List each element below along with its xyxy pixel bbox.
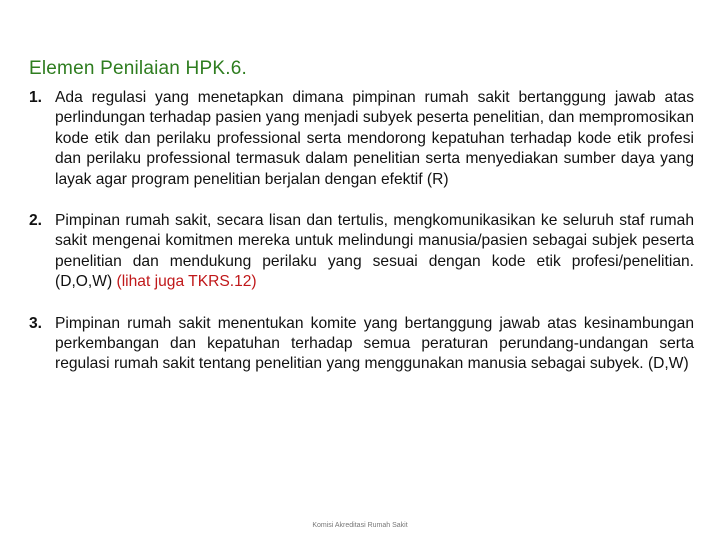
- item-text: Ada regulasi yang menetapkan dimana pimpinan rumah sakit bertanggung jawab atas perlindungan terhadap pasien yang menjadi subyek peserta penelitian, dan mempromosikan kode etik dan perilaku professional serta mendorong kepatuhan terhadap kode etik profesi dan perilaku professional termasuk dalam penelitian serta menyediakan sumber daya yang layak agar program penelitian berjalan dengan efektif (R): [55, 89, 694, 188]
- assessment-list: [29, 88, 694, 396]
- footer-text: Komisi Akreditasi Rumah Sakit: [312, 522, 408, 529]
- item-number: 3.: [29, 314, 43, 332]
- list-item: [29, 211, 694, 293]
- slide-title: Elemen Penilaian HPK.6.: [29, 58, 247, 79]
- item-text: Pimpinan rumah sakit menentukan komite yang bertanggung jawab atas kesinambungan perkembangan dan kepatuhan terhadap semua peraturan perundang-undangan serta regulasi rumah sakit tentang penelitian yang menggunakan manusia sebagai subyek. (D,W): [55, 314, 694, 373]
- item-number: 1.: [29, 89, 43, 106]
- item-number: 2.: [29, 212, 43, 230]
- list-item: [29, 314, 694, 375]
- item-text: Pimpinan rumah sakit, secara lisan dan tertulis, mengkomunikasikan ke seluruh staf rumah sakit mengenai komitmen mereka untuk melindungi manusia/pasien sebagai subjek peserta penelitian dan mendukung perilaku yang sesuai dengan kode etik profesi/penelitian. (D,O,W): [55, 212, 694, 291]
- list-item: [29, 88, 694, 190]
- cross-reference: (lihat juga TKRS.12): [116, 273, 257, 291]
